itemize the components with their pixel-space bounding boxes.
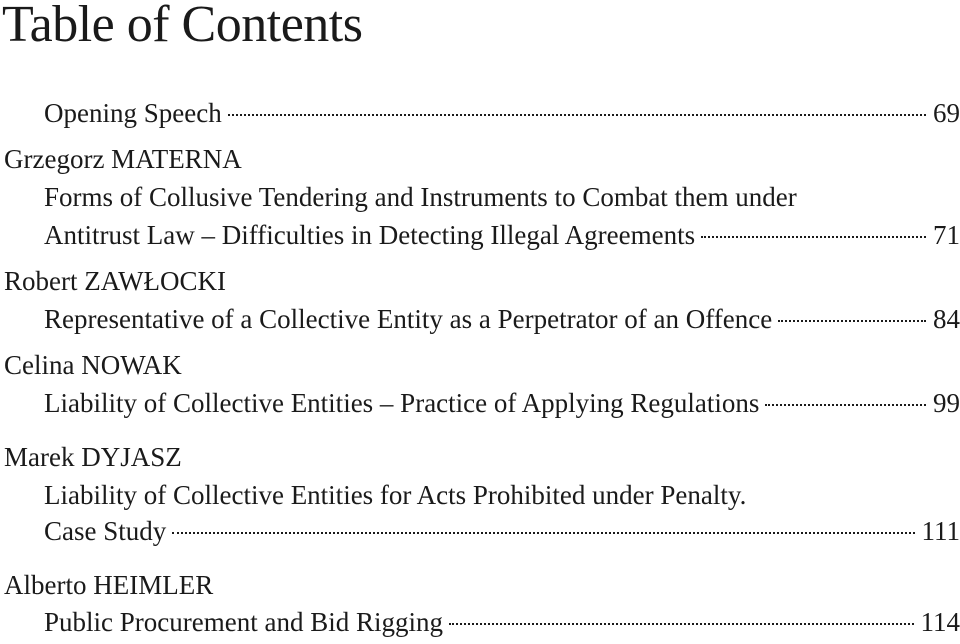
toc-author: Alberto HEIMLER	[4, 570, 214, 600]
toc-entry-title-line: Liability of Collective Entities for Acts Prohibited under Penalty.	[44, 480, 747, 510]
toc-entry-title: Antitrust Law – Difficulties in Detecting Illegal Agreements	[44, 220, 696, 250]
toc-entry-materna[interactable]	[44, 218, 960, 252]
toc-entry-opening-speech[interactable]	[44, 96, 960, 130]
toc-page-number: 111	[921, 516, 960, 546]
toc-author: Marek DYJASZ	[4, 442, 182, 472]
toc-entry-title: Case Study	[44, 516, 167, 546]
toc-entry-title: Opening Speech	[44, 98, 222, 128]
toc-entry-title: Public Procurement and Bid Rigging	[44, 607, 443, 637]
dot-leader	[701, 235, 926, 238]
page-title: Table of Contents	[2, 0, 363, 53]
toc-entry-zawlocki[interactable]	[44, 302, 960, 336]
toc-entry-dyjasz[interactable]	[44, 514, 960, 548]
toc-entry-nowak[interactable]	[44, 386, 960, 420]
toc-author: Celina NOWAK	[4, 350, 182, 380]
dot-leader	[228, 113, 926, 116]
toc-entry-heimler[interactable]	[44, 605, 960, 639]
toc-page-number: 99	[933, 388, 960, 418]
toc-entry-title: Liability of Collective Entities – Practice of Applying Regulations	[44, 388, 760, 418]
dot-leader	[765, 403, 926, 406]
dot-leader	[449, 622, 914, 625]
toc-entry-title: Representative of a Collective Entity as a Perpetrator of an Offence	[44, 304, 773, 334]
toc-page-number: 84	[933, 304, 960, 334]
toc-page-number: 71	[933, 220, 960, 250]
toc-entry-title-line: Forms of Collusive Tendering and Instruments to Combat them under	[44, 182, 797, 212]
toc-author: Robert ZAWŁOCKI	[4, 266, 227, 296]
toc-page-number: 69	[933, 98, 960, 128]
toc-author: Grzegorz MATERNA	[4, 144, 242, 174]
dot-leader	[778, 319, 926, 322]
dot-leader	[172, 531, 914, 534]
toc-page-number: 114	[920, 607, 960, 637]
